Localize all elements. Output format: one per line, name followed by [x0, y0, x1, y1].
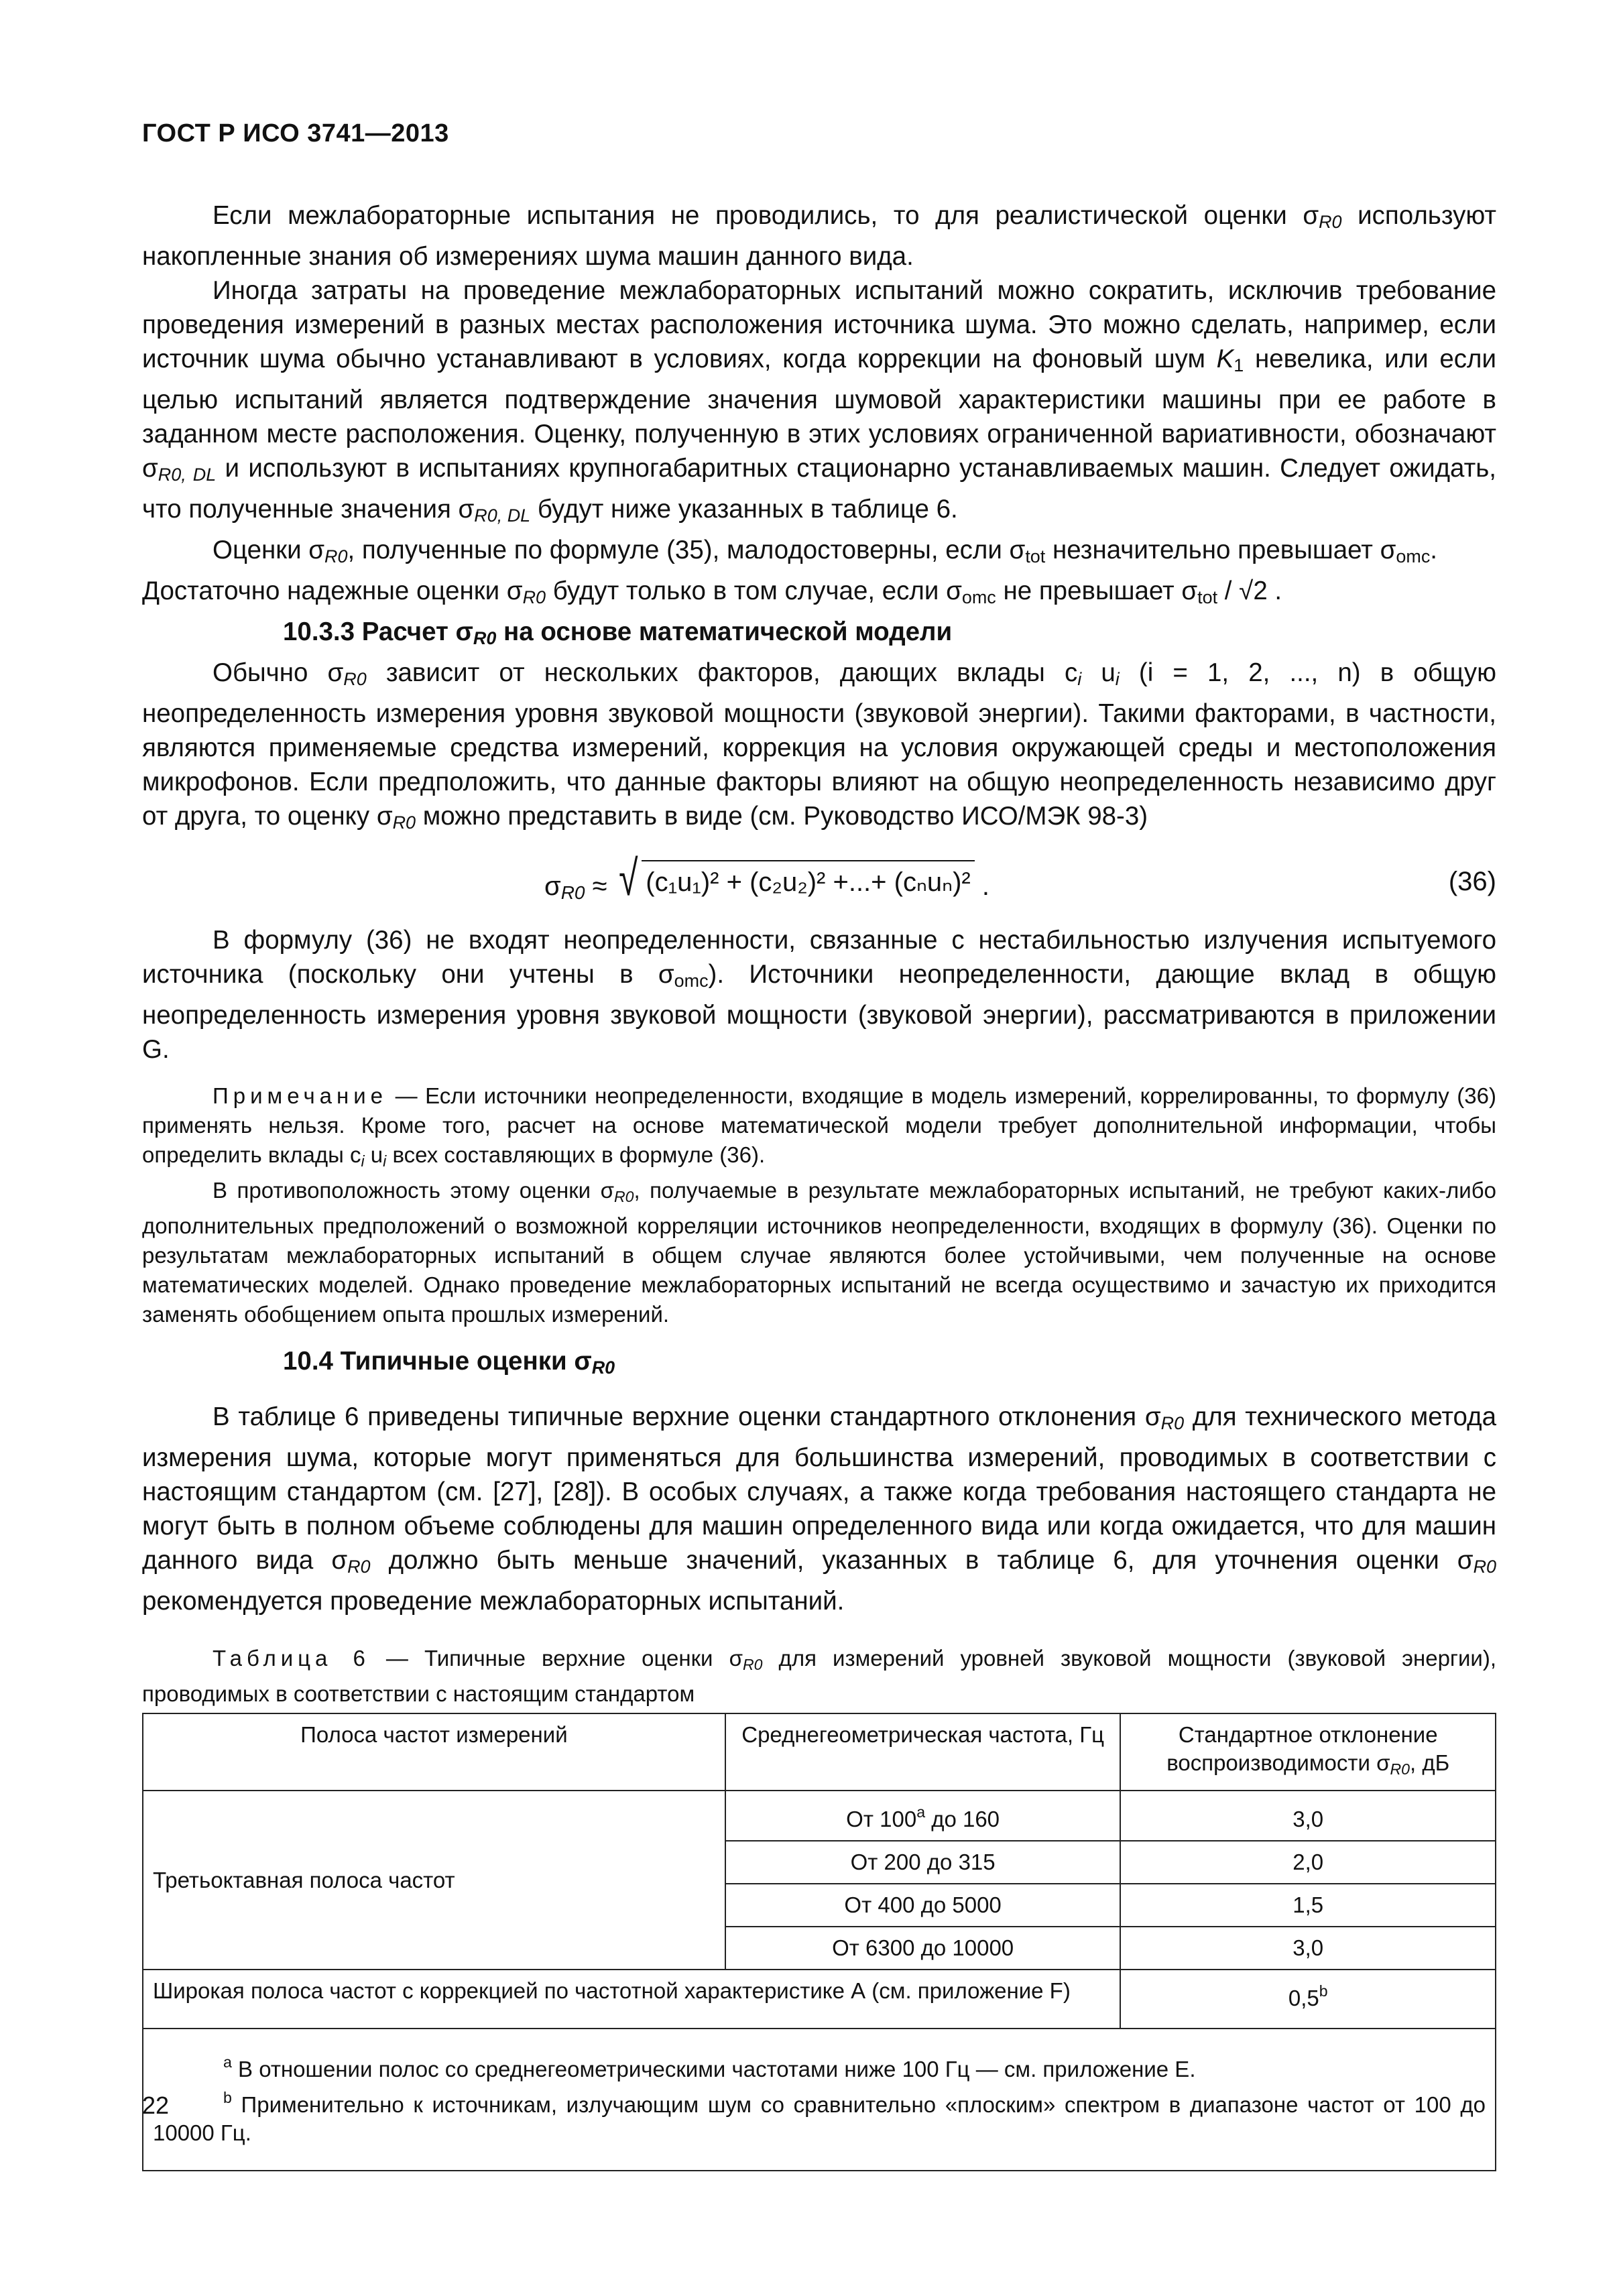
- document-header: ГОСТ Р ИСО 3741—2013: [142, 119, 449, 147]
- value-cell: 0,5$^b$: [1120, 1970, 1496, 2029]
- frequency-cell: От 400 до 5000: [725, 1884, 1121, 1927]
- paragraph: Иногда затраты на проведение межлабораторных испытаний можно сократить, исключив требование проведения измерений в разных местах расположения источника шума. Это можно сделать, например, если источник шума обычно устанавливают в условиях, когда коррекции на фоновый шум $K_1$ невелика, или если целью испытаний является подтверждение значения шумовой характеристики машины при ее работе в заданном месте расположения. Оценку, полученную в этих условиях ограниченной вариативности, обозначают $\sigma_{R0, DL}$ и используют в испытаниях крупногабаритных стационарно устанавливаемых машин. Следует ожидать, что полученные значения $\sigma_{R0, DL}$ будут ниже указанных в таблице 6.: [142, 276, 1496, 526]
- formula-number: (36): [1448, 866, 1496, 896]
- paragraph: В формулу (36) не входят неопределенности, связанные с нестабильностью излучения испытуемого источника (поскольку они учтены в $\sigma_{omc}$). Источники неопределенности, дающие вклад в общую неопределенность измерения уровня звуковой мощности (звуковой энергии), рассматриваются в приложении G.: [142, 926, 1496, 1064]
- paragraph: Если межлабораторные испытания не проводились, то для реалистической оценки $\sigma_{R0}$ используют накопленные знания об измерениях шума машин данного вида.: [142, 201, 1496, 271]
- body-text: [142, 198, 1496, 2171]
- footnote-b: $^b$ Применительно к источникам, излучающим шум со сравнительно «плоским» спектром в диапазоне частот от 100 до 10000 Гц.: [153, 2089, 1486, 2145]
- table-footnotes-row: [143, 2029, 1496, 2171]
- column-header: Среднегеометрическая частота, Гц: [725, 1713, 1121, 1791]
- paragraph: Обычно $\sigma_{R0}$ зависит от нескольких факторов, дающих вклады $c_i$ $u_i$ (i = 1, 2, ..., n) в общую неопределенность измерения уровня звуковой мощности (звуковой энергии). Такими факторами, в частности, являются применяемые средства измерений, коррекция на условия окружающей среды и местоположения микрофонов. Если предположить, что данные факторы влияют на общую неопределенность независимо друг от друга, то оценку $\sigma_{R0}$ можно представить в виде (см. Руководство ИСО/МЭК 98-3): [142, 658, 1497, 833]
- value-cell: 2,0: [1120, 1841, 1496, 1884]
- value-cell: 3,0: [1120, 1791, 1496, 1841]
- table-caption: Таблица 6 — Типичные верхние оценки $\sigma_{R0}$ для измерений уровней звуковой мощности (звуковой энергии), проводимых в соответствии с настоящим стандартом: [142, 1646, 1496, 1706]
- note: Примечание — Если источники неопределенности, входящие в модель измерений, коррелированны, то формулу (36) применять нельзя. Кроме того, расчет на основе математической модели требует дополнительной информации, чтобы определить вклады $c_i$ $u_i$ всех составляющих в формуле (36).: [142, 1083, 1496, 1170]
- column-header: Полоса частот измерений: [143, 1713, 725, 1791]
- band-cell: Третьоктавная полоса частот: [143, 1791, 725, 1970]
- frequency-cell: От 6300 до 10000: [725, 1927, 1121, 1970]
- frequency-cell: От 100$^a$ до 160: [725, 1791, 1121, 1841]
- square-root: √ (c₁u₁)² + (c₂u₂)² +...+ (cₙuₙ)²: [615, 853, 975, 903]
- section-heading-10-4: 10.4 Типичные оценки $\sigma_{R0}$: [283, 1347, 615, 1378]
- table-row: [143, 1970, 1496, 2029]
- table-footnotes: [143, 2029, 1496, 2171]
- table-row: [143, 1791, 1496, 1841]
- note-continuation: В противоположность этому оценки $\sigma_{R0}$, получаемые в результате межлабораторных испытаний, не требуют каких-либо дополнительных предположений о возможной корреляции источников неопределенности, входящих в формулу (36). Оценки по результатам межлабораторных испытаний в общем случае являются более устойчивыми, чем полученные на основе математических моделей. Однако проведение межлабораторных испытаний не всегда осуществимо и зачастую их приходится заменять обобщением опыта прошлых измерений.: [142, 1178, 1496, 1327]
- value-cell: 1,5: [1120, 1884, 1496, 1927]
- paragraph: Оценки $\sigma_{R0}$, полученные по формуле (35), малодостоверны, если $\sigma_{tot}$ незначительно превышает $\sigma_{omc}$.: [213, 536, 1437, 566]
- formula-36: [142, 840, 1496, 923]
- paragraph: В таблице 6 приведены типичные верхние оценки стандартного отклонения $\sigma_{R0}$ для технического метода измерения шума, которые могут применяться для большинства измерений, проводимых в соответствии с настоящим стандартом (см. [27], [28]). В особых случаях, а также когда требования настоящего стандарта не могут быть в полном объеме соблюдены для машин определенного вида или когда ожидается, что для машин данного вида $\sigma_{R0}$ должно быть меньше значений, указанных в таблице 6, для уточнения оценки $\sigma_{R0}$ рекомендуется проведение межлабораторных испытаний.: [142, 1402, 1496, 1616]
- table-6: [142, 1713, 1496, 2171]
- table-header-row: [143, 1713, 1496, 1791]
- page-number: 22: [142, 2092, 170, 2119]
- value-cell: 3,0: [1120, 1927, 1496, 1970]
- paragraph: Достаточно надежные оценки $\sigma_{R0}$ будут только в том случае, если $\sigma_{omc}$ не превышает $\sigma_{tot} / √2$ .: [142, 577, 1282, 607]
- formula-expression: $\sigma_{R0}$ ≈ √ (c₁u₁)² + (c₂u₂)² +...+ (cₙuₙ)² .: [544, 850, 989, 906]
- footnote-a: $^a$ В отношении полос со среднегеометрическими частотами ниже 100 Гц — см. приложение Е.: [223, 2053, 1196, 2081]
- band-cell: Широкая полоса частот с коррекцией по частотной характеристике А (см. приложение F): [143, 1970, 1120, 2029]
- section-heading-10-3-3: 10.3.3 Расчет $\sigma_{R0}$ на основе математической модели: [283, 617, 953, 648]
- column-header: Стандартное отклонение воспроизводимости $\sigma_{R0}$, дБ: [1120, 1713, 1496, 1791]
- frequency-cell: От 200 до 315: [725, 1841, 1121, 1884]
